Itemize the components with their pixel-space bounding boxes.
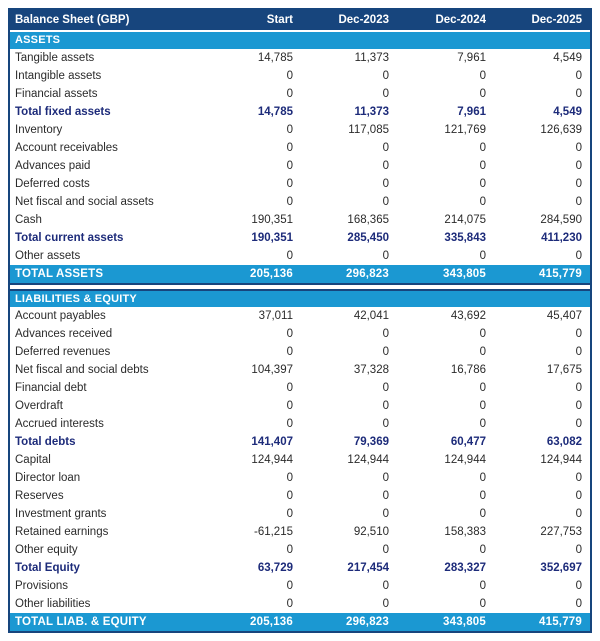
row-label: Advances received [15, 328, 113, 340]
table-row [10, 121, 590, 139]
row-label: Net fiscal and social debts [15, 364, 149, 376]
cell-value: 0 [286, 123, 293, 136]
total-assets-row [10, 265, 590, 283]
cell-value: 0 [575, 598, 582, 610]
cell-value: 0 [479, 141, 486, 154]
cell-value: 0 [286, 249, 293, 262]
cell-value: 0 [286, 346, 293, 358]
liabilities-rows [10, 307, 590, 613]
table-row [10, 103, 590, 121]
cell-value: 0 [382, 580, 389, 592]
cell-value: 0 [575, 400, 582, 412]
cell-value: 0 [575, 87, 582, 100]
cell-value: 227,753 [540, 526, 582, 538]
cell-value: 7,961 [457, 105, 486, 118]
cell-value: 104,397 [251, 364, 293, 376]
cell-value: 4,549 [553, 105, 582, 118]
cell-value: 0 [575, 418, 582, 430]
table-row [10, 379, 590, 397]
total-row-label: TOTAL ASSETS [15, 267, 104, 280]
cell-value: 158,383 [444, 526, 486, 538]
cell-value: 121,769 [444, 123, 486, 136]
row-label: Investment grants [15, 508, 107, 520]
cell-value: 0 [382, 472, 389, 484]
cell-value: 0 [286, 490, 293, 502]
cell-value: 0 [382, 141, 389, 154]
cell-value: 0 [479, 418, 486, 430]
cell-value: 0 [286, 400, 293, 412]
cell-value: 16,786 [450, 364, 486, 376]
cell-value: 11,373 [354, 51, 389, 64]
cell-value: 63,729 [257, 562, 293, 574]
cell-value: 0 [575, 328, 582, 340]
cell-value: 190,351 [251, 213, 293, 226]
cell-value: 0 [479, 177, 486, 190]
cell-value: 0 [479, 472, 486, 484]
row-label: Total fixed assets [15, 105, 111, 118]
cell-value: 0 [286, 177, 293, 190]
cell-value: 205,136 [250, 616, 293, 628]
cell-value: 214,075 [444, 213, 486, 226]
cell-value: 0 [479, 69, 486, 82]
cell-value: 0 [382, 400, 389, 412]
assets-rows [10, 49, 590, 265]
table-row [10, 451, 590, 469]
cell-value: -61,215 [253, 526, 293, 538]
cell-value: 205,136 [250, 267, 293, 280]
cell-value: 0 [286, 508, 293, 520]
table-row [10, 523, 590, 541]
cell-value: 0 [382, 544, 389, 556]
cell-value: 415,779 [539, 616, 582, 628]
cell-value: 124,944 [540, 454, 582, 466]
table-row [10, 343, 590, 361]
table-row [10, 541, 590, 559]
table-row [10, 469, 590, 487]
row-label: Other equity [15, 544, 78, 556]
row-label: Net fiscal and social assets [15, 195, 154, 208]
table-row [10, 175, 590, 193]
cell-value: 0 [575, 195, 582, 208]
cell-value: 0 [382, 328, 389, 340]
cell-value: 0 [382, 195, 389, 208]
cell-value: 0 [479, 195, 486, 208]
cell-value: 0 [575, 490, 582, 502]
row-label: Total debts [15, 436, 76, 448]
cell-value: 0 [575, 508, 582, 520]
cell-value: 79,369 [353, 436, 389, 448]
table-row [10, 49, 590, 67]
cell-value: 124,944 [444, 454, 486, 466]
table-header-row [10, 10, 590, 32]
cell-value: 0 [382, 177, 389, 190]
cell-value: 285,450 [347, 231, 389, 244]
cell-value: 0 [575, 472, 582, 484]
row-label: Intangible assets [15, 69, 102, 82]
cell-value: 0 [286, 141, 293, 154]
cell-value: 17,675 [546, 364, 582, 376]
column-header-dec2025: Dec-2025 [531, 14, 582, 26]
cell-value: 0 [575, 69, 582, 82]
cell-value: 352,697 [540, 562, 582, 574]
table-row [10, 595, 590, 613]
cell-value: 0 [286, 418, 293, 430]
row-label: Financial debt [15, 382, 87, 394]
cell-value: 0 [575, 346, 582, 358]
column-header-start: Start [266, 14, 293, 26]
table-row [10, 487, 590, 505]
row-label: Cash [15, 213, 42, 226]
table-row [10, 433, 590, 451]
section-header-liabilities-equity: LIABILITIES & EQUITY [10, 291, 590, 308]
cell-value: 124,944 [251, 454, 293, 466]
row-label: Advances paid [15, 159, 91, 172]
table-row [10, 67, 590, 85]
cell-value: 0 [286, 69, 293, 82]
cell-value: 0 [479, 400, 486, 412]
cell-value: 296,823 [346, 267, 389, 280]
cell-value: 0 [479, 490, 486, 502]
cell-value: 0 [479, 598, 486, 610]
cell-value: 0 [382, 418, 389, 430]
cell-value: 0 [382, 490, 389, 502]
cell-value: 0 [575, 249, 582, 262]
cell-value: 7,961 [457, 51, 486, 64]
row-label: Director loan [15, 472, 81, 484]
cell-value: 124,944 [347, 454, 389, 466]
cell-value: 190,351 [251, 231, 293, 244]
row-label: Financial assets [15, 87, 98, 100]
cell-value: 0 [286, 598, 293, 610]
cell-value: 126,639 [540, 123, 582, 136]
cell-value: 0 [382, 249, 389, 262]
table-row [10, 247, 590, 265]
cell-value: 411,230 [541, 231, 582, 244]
table-row [10, 361, 590, 379]
cell-value: 0 [382, 598, 389, 610]
cell-value: 0 [286, 159, 293, 172]
cell-value: 0 [479, 346, 486, 358]
cell-value: 0 [479, 328, 486, 340]
cell-value: 14,785 [257, 105, 293, 118]
row-label: Account payables [15, 310, 106, 322]
column-header-dec2023: Dec-2023 [338, 14, 389, 26]
row-label: Accrued interests [15, 418, 104, 430]
cell-value: 0 [479, 87, 486, 100]
cell-value: 37,011 [258, 310, 293, 322]
table-row [10, 559, 590, 577]
table-row [10, 325, 590, 343]
row-label: Retained earnings [15, 526, 109, 538]
table-row [10, 157, 590, 175]
cell-value: 343,805 [443, 616, 486, 628]
table-row [10, 505, 590, 523]
row-label: Tangible assets [15, 51, 95, 64]
cell-value: 284,590 [540, 213, 582, 226]
cell-value: 0 [286, 382, 293, 394]
row-label: Other assets [15, 249, 81, 262]
cell-value: 45,407 [546, 310, 582, 322]
section-divider [10, 283, 590, 291]
row-label: Deferred revenues [15, 346, 111, 358]
table-row [10, 211, 590, 229]
cell-value: 0 [286, 580, 293, 592]
cell-value: 0 [575, 141, 582, 154]
total-row-label: TOTAL LIAB. & EQUITY [15, 616, 147, 628]
cell-value: 415,779 [539, 267, 582, 280]
cell-value: 92,510 [353, 526, 389, 538]
cell-value: 63,082 [546, 436, 582, 448]
cell-value: 168,365 [347, 213, 389, 226]
cell-value: 0 [575, 580, 582, 592]
cell-value: 60,477 [450, 436, 486, 448]
cell-value: 0 [575, 177, 582, 190]
cell-value: 117,085 [348, 123, 389, 136]
cell-value: 0 [286, 544, 293, 556]
cell-value: 343,805 [443, 267, 486, 280]
cell-value: 0 [479, 159, 486, 172]
cell-value: 0 [382, 508, 389, 520]
table-row [10, 307, 590, 325]
row-label: Total Equity [15, 562, 80, 574]
cell-value: 0 [286, 87, 293, 100]
cell-value: 0 [286, 195, 293, 208]
row-label: Total current assets [15, 231, 124, 244]
table-row [10, 193, 590, 211]
row-label: Deferred costs [15, 177, 90, 190]
cell-value: 0 [286, 328, 293, 340]
cell-value: 0 [575, 382, 582, 394]
cell-value: 43,692 [450, 310, 486, 322]
cell-value: 0 [382, 346, 389, 358]
cell-value: 0 [286, 472, 293, 484]
balance-sheet-table [8, 8, 592, 633]
table-row [10, 415, 590, 433]
cell-value: 0 [479, 508, 486, 520]
row-label: Other liabilities [15, 598, 91, 610]
cell-value: 0 [479, 580, 486, 592]
table-row [10, 229, 590, 247]
cell-value: 0 [479, 249, 486, 262]
table-title: Balance Sheet (GBP) [15, 14, 130, 26]
cell-value: 0 [479, 382, 486, 394]
cell-value: 283,327 [444, 562, 486, 574]
total-liabilities-equity-row [10, 613, 590, 631]
row-label: Overdraft [15, 400, 63, 412]
table-row [10, 139, 590, 157]
cell-value: 0 [575, 544, 582, 556]
section-header-assets: ASSETS [10, 32, 590, 49]
cell-value: 335,843 [444, 231, 486, 244]
row-label: Reserves [15, 490, 64, 502]
table-row [10, 85, 590, 103]
cell-value: 14,785 [257, 51, 293, 64]
cell-value: 0 [382, 69, 389, 82]
cell-value: 0 [382, 159, 389, 172]
row-label: Account receivables [15, 141, 118, 154]
table-row [10, 397, 590, 415]
cell-value: 0 [575, 159, 582, 172]
cell-value: 4,549 [553, 51, 582, 64]
cell-value: 0 [479, 544, 486, 556]
cell-value: 217,454 [347, 562, 389, 574]
row-label: Provisions [15, 580, 69, 592]
cell-value: 141,407 [251, 436, 293, 448]
row-label: Inventory [15, 123, 63, 136]
column-header-dec2024: Dec-2024 [435, 14, 486, 26]
table-row [10, 577, 590, 595]
cell-value: 0 [382, 382, 389, 394]
cell-value: 0 [382, 87, 389, 100]
cell-value: 37,328 [353, 364, 389, 376]
cell-value: 296,823 [346, 616, 389, 628]
row-label: Capital [15, 454, 51, 466]
cell-value: 42,041 [353, 310, 389, 322]
cell-value: 11,373 [354, 105, 389, 118]
